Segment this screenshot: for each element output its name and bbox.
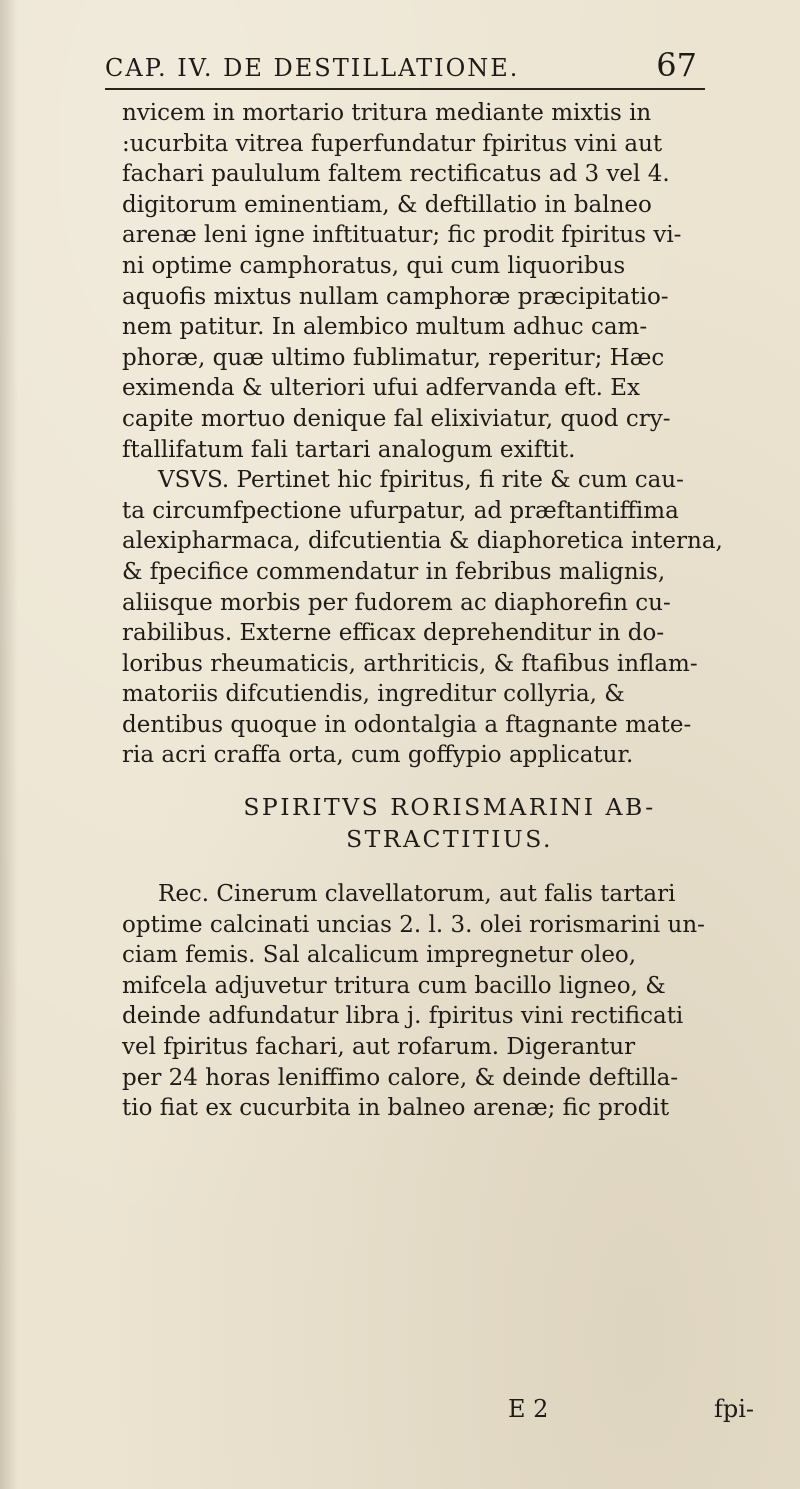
text-line: aliisque morbis per fudorem ac diaphorefin cu-: [122, 589, 671, 616]
text-line: fachari paululum faltem rectificatus ad 3 vel 4.: [122, 161, 670, 188]
text-line: ni optime camphoratus, qui cum liquoribus: [122, 252, 626, 279]
page-gutter-shadow: [0, 0, 18, 1489]
page-number: 67: [656, 46, 697, 84]
text-line: :ucurbita vitrea fuperfundatur fpiritus vini aut: [122, 130, 663, 157]
section-title-line: SPIRITVS RORISMARINI AB-: [243, 793, 656, 822]
text-line: loribus rheumaticis, arthriticis, & ftafibus inflam-: [122, 650, 698, 677]
paragraph-recipe: [122, 879, 777, 1124]
text-line: nem patitur. In alembico multum adhuc cam-: [122, 314, 648, 341]
section-title-line: STRACTITIUS.: [346, 825, 553, 854]
spacer: [122, 855, 777, 879]
text-line: ciam femis. Sal alcalicum impregnetur oleo,: [122, 942, 637, 969]
text-line: optime calcinati uncias 2. l. 3. olei rorismarini un-: [122, 911, 705, 938]
text-line: nvicem in mortario tritura mediante mixtis in: [122, 100, 652, 126]
text-line: arenæ leni igne inftituatur; fic prodit fpiritus vi-: [122, 222, 682, 249]
signature-mark: E 2: [508, 1395, 549, 1423]
section-heading: [122, 791, 777, 855]
header-rule: [105, 88, 705, 90]
text-line: phoræ, quæ ultimo fublimatur, reperitur; Hæc: [122, 344, 665, 371]
page-header: [105, 42, 705, 90]
running-head: CAP. IV. DE DESTILLATIONE.: [105, 54, 520, 82]
text-line: rabilibus. Externe efficax deprehenditur in do-: [122, 620, 665, 647]
paragraph-camphor-spirit: [122, 98, 777, 465]
text-line: & fpecifice commendatur in febribus malignis,: [122, 558, 666, 585]
spacer: [122, 771, 777, 791]
text-line: per 24 horas leniffimo calore, & deinde deftilla-: [122, 1064, 679, 1091]
page-footer: [122, 1395, 772, 1429]
catchword: fpi-: [713, 1395, 754, 1423]
text-line: aquofis mixtus nullam camphoræ præcipitatio-: [122, 283, 669, 310]
text-line: Rec. Cinerum clavellatorum, aut falis tartari: [158, 881, 676, 908]
text-line: ftallifatum fali tartari analogum exiftit.: [122, 436, 576, 463]
text-line: vel fpiritus fachari, aut rofarum. Digerantur: [122, 1034, 636, 1061]
text-line: alexipharmaca, difcutientia & diaphoretica interna,: [122, 528, 723, 555]
paragraph-usus: [122, 465, 777, 771]
text-line: eximenda & ulteriori ufui adfervanda eft. Ex: [122, 375, 640, 402]
text-line: dentibus quoque in odontalgia a ftagnante mate-: [122, 711, 692, 738]
text-line: matoriis difcutiendis, ingreditur collyria, &: [122, 681, 625, 708]
body-text: [122, 98, 777, 1124]
text-line: ria acri craffa orta, cum goffypio applicatur.: [122, 742, 634, 769]
text-line: deinde adfundatur libra j. fpiritus vini rectificati: [122, 1003, 684, 1030]
text-line: mifcela adjuvetur tritura cum bacillo ligneo, &: [122, 972, 666, 999]
text-line: capite mortuo denique fal elixiviatur, quod cry-: [122, 405, 671, 432]
text-line: ta circumfpectione ufurpatur, ad præftantiffima: [122, 497, 679, 524]
text-line: tio fiat ex cucurbita in balneo arenæ; fic prodit: [122, 1095, 670, 1122]
text-line: digitorum eminentiam, & deftillatio in balneo: [122, 191, 652, 218]
text-line: VSVS. Pertinet hic fpiritus, fi rite & cum cau-: [158, 467, 684, 494]
